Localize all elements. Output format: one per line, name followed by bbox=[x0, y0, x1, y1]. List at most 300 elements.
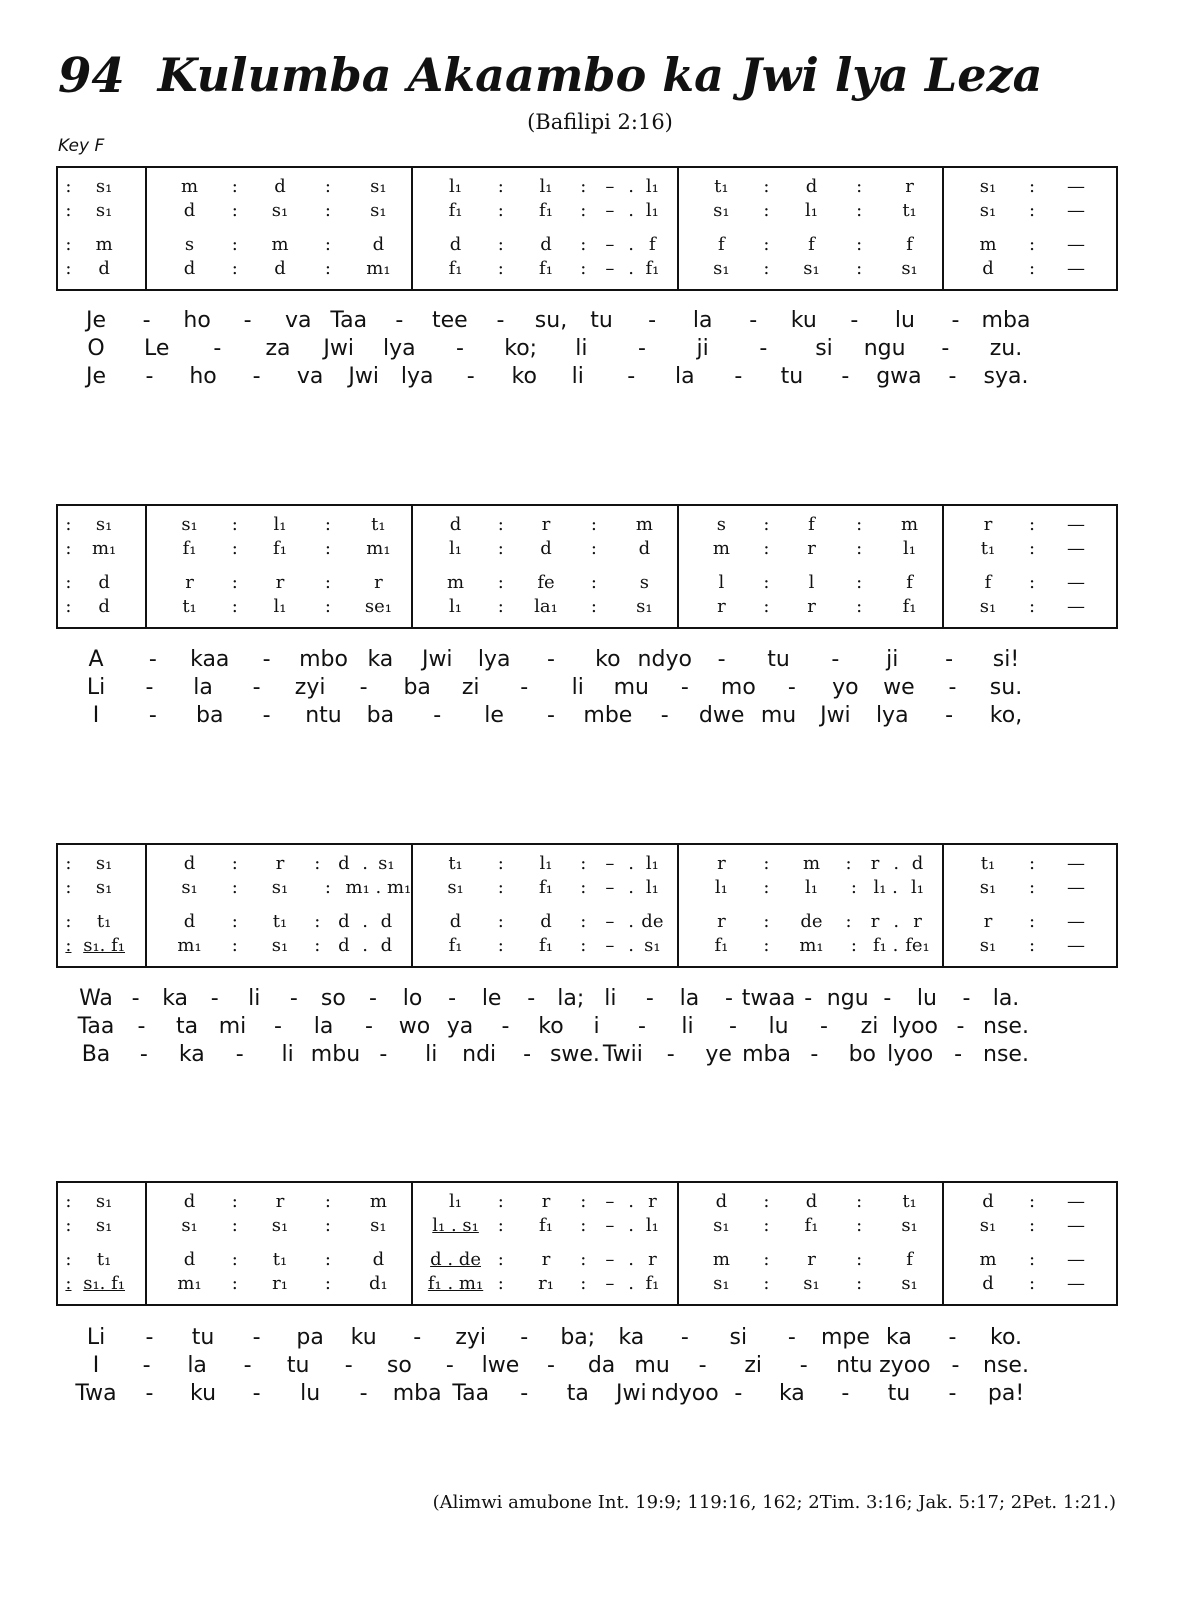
syllable: ko; bbox=[504, 336, 538, 361]
hyphen: - bbox=[274, 1014, 282, 1039]
sol-fa-system-2 bbox=[56, 504, 1118, 629]
syllable: zi bbox=[744, 1353, 763, 1378]
sol-fa-note: d bbox=[638, 538, 651, 559]
sol-fa-note: : bbox=[497, 1191, 504, 1212]
sol-fa-note: : bbox=[1028, 1191, 1036, 1212]
syllable: Twa bbox=[75, 1381, 117, 1406]
sol-fa-note: — bbox=[1067, 234, 1085, 255]
syllable: zi bbox=[461, 675, 480, 700]
hyphen: - bbox=[433, 703, 442, 728]
sol-fa-note: t₁ bbox=[96, 1249, 112, 1270]
sol-fa-note: f₁ . m₁ bbox=[427, 1273, 484, 1294]
sol-fa-note: m₁ bbox=[366, 258, 391, 279]
sol-fa-note: : bbox=[845, 853, 852, 874]
hyphen: - bbox=[810, 1042, 819, 1067]
sol-fa-note: l₁ bbox=[645, 877, 659, 898]
hyphen: - bbox=[145, 1325, 154, 1350]
sol-fa-note: f₁ bbox=[539, 877, 553, 898]
sol-fa-note: s₁ bbox=[901, 258, 918, 279]
sol-fa-note: t₁ bbox=[96, 911, 112, 932]
syllable: zyoo bbox=[879, 1353, 931, 1378]
measure bbox=[145, 506, 413, 627]
sol-fa-note: – bbox=[605, 853, 615, 874]
measure bbox=[677, 168, 944, 289]
sol-fa-note: : bbox=[850, 935, 857, 956]
sol-fa-note: : bbox=[580, 935, 587, 956]
sol-fa-note: s₁ bbox=[271, 877, 289, 898]
sol-fa-note: r bbox=[870, 911, 880, 932]
sol-fa-note: — bbox=[1067, 911, 1085, 932]
lyric-verse-3 bbox=[56, 364, 1118, 392]
sol-fa-note: d₁ bbox=[369, 1273, 388, 1294]
measure bbox=[58, 506, 145, 627]
sol-fa-note: s₁ bbox=[370, 200, 387, 221]
hyphen: - bbox=[725, 986, 734, 1011]
hyphen: - bbox=[717, 647, 726, 672]
sol-fa-note: : bbox=[314, 935, 321, 956]
syllable: Ba bbox=[81, 1042, 111, 1067]
syllable: ka bbox=[618, 1325, 645, 1350]
syllable: mba bbox=[981, 308, 1031, 333]
sol-fa-note: f bbox=[808, 234, 815, 255]
sol-fa-note: — bbox=[1067, 935, 1085, 956]
sol-fa-note: t₁ bbox=[272, 911, 288, 932]
hyphen: - bbox=[841, 1381, 850, 1406]
sol-fa-note: : bbox=[231, 1273, 238, 1294]
syllable: li bbox=[571, 364, 584, 389]
syllable: li bbox=[248, 986, 261, 1011]
syllable: va bbox=[296, 364, 324, 389]
sol-fa-note: : bbox=[1028, 1215, 1036, 1236]
sol-fa-note: f bbox=[906, 234, 913, 255]
syllable: ko, bbox=[989, 703, 1023, 728]
hyphen: - bbox=[729, 1014, 737, 1039]
footer-references: (Alimwi amubone Int. 19:9; 119:16, 162; 2Tim. 3:16; Jak. 5:17; 2Pet. 1:21.) bbox=[432, 1492, 1116, 1513]
sol-fa-note: s₁ bbox=[370, 176, 387, 197]
hyphen: - bbox=[448, 986, 457, 1011]
sol-fa-note: f₁ bbox=[714, 935, 729, 956]
hyphen: - bbox=[787, 1325, 796, 1350]
syllable: li bbox=[425, 1042, 438, 1067]
sol-fa-note: : bbox=[65, 1191, 72, 1212]
sol-fa-note: . bbox=[628, 234, 634, 255]
sol-fa-note: – bbox=[605, 234, 615, 255]
sol-fa-note: : bbox=[324, 877, 331, 898]
sol-fa-note: d bbox=[715, 1191, 728, 1212]
sol-fa-note: d bbox=[540, 234, 552, 255]
sol-fa-note: t₁ bbox=[714, 176, 729, 197]
sol-fa-note: s₁. f₁ bbox=[83, 935, 125, 956]
sol-fa-note: : bbox=[1028, 1273, 1036, 1294]
lyric-verse-3 bbox=[56, 703, 1118, 731]
syllable: pa bbox=[296, 1325, 324, 1350]
sol-fa-note: : bbox=[231, 1215, 238, 1236]
sol-fa-note: s₁ bbox=[271, 1215, 289, 1236]
hyphen: - bbox=[252, 364, 261, 389]
hyphen: - bbox=[142, 1353, 151, 1378]
sol-fa-note: : bbox=[763, 572, 770, 593]
sol-fa-note: : bbox=[231, 596, 238, 617]
sol-fa-note: se₁ bbox=[364, 596, 392, 617]
sol-fa-note: d bbox=[911, 853, 924, 874]
hyphen: - bbox=[799, 1353, 808, 1378]
syllable: zyi bbox=[294, 675, 326, 700]
sol-fa-note: : bbox=[580, 911, 587, 932]
sol-fa-note: f bbox=[906, 1249, 913, 1270]
sol-fa-note: s₁ bbox=[95, 1191, 113, 1212]
sol-fa-note: d bbox=[183, 1249, 196, 1270]
sol-fa-note: . bbox=[628, 1249, 634, 1270]
sol-fa-note: : bbox=[763, 877, 770, 898]
syllable: Taa bbox=[452, 1381, 490, 1406]
sol-fa-note: : bbox=[324, 572, 331, 593]
sol-fa-note: : bbox=[1028, 176, 1036, 197]
sol-fa-note: . bbox=[628, 877, 634, 898]
sol-fa-note: f₁ bbox=[539, 258, 553, 279]
sol-fa-note: d bbox=[338, 911, 350, 932]
syllable: nse. bbox=[983, 1014, 1029, 1039]
sol-fa-note: l₁ bbox=[273, 596, 287, 617]
hyphen: - bbox=[680, 675, 689, 700]
sol-fa-system-4 bbox=[56, 1181, 1118, 1306]
syllable: pa! bbox=[987, 1381, 1025, 1406]
sol-fa-note: . bbox=[628, 911, 634, 932]
syllable: le bbox=[484, 703, 504, 728]
sol-fa-note: l₁ bbox=[449, 1191, 463, 1212]
sol-fa-note: m₁ bbox=[366, 538, 391, 559]
sol-fa-note: — bbox=[1067, 877, 1085, 898]
hyphen: - bbox=[638, 336, 646, 361]
sol-fa-note: : bbox=[856, 1191, 863, 1212]
sol-fa-note: l₁ . bbox=[873, 877, 898, 898]
hyphen: - bbox=[243, 1353, 252, 1378]
sol-fa-note: s₁ bbox=[636, 596, 653, 617]
hyphen: - bbox=[948, 675, 957, 700]
hyphen: - bbox=[145, 364, 154, 389]
hyphen: - bbox=[466, 364, 475, 389]
syllable: lya bbox=[875, 703, 909, 728]
measure bbox=[58, 1183, 145, 1304]
sol-fa-note: m bbox=[95, 234, 113, 255]
measure bbox=[411, 506, 679, 627]
sol-fa-note: m₁ bbox=[799, 935, 824, 956]
hyphen: - bbox=[148, 703, 157, 728]
syllable: li bbox=[604, 986, 617, 1011]
sol-fa-note: r bbox=[185, 572, 194, 593]
sol-fa-note: d bbox=[805, 176, 818, 197]
hyphen: - bbox=[734, 1381, 743, 1406]
lyrics-block-1 bbox=[56, 308, 1118, 398]
syllable: mbe bbox=[583, 703, 633, 728]
sol-fa-note: : bbox=[324, 596, 331, 617]
sol-fa-note: s₁ bbox=[979, 176, 997, 197]
hyphen: - bbox=[213, 336, 222, 361]
lyric-verse-1 bbox=[56, 1325, 1118, 1353]
sol-fa-note: l bbox=[808, 572, 815, 593]
sol-fa-note: r bbox=[717, 596, 726, 617]
sol-fa-note: f₁ bbox=[902, 596, 917, 617]
syllable: mu bbox=[634, 1353, 670, 1378]
hyphen: - bbox=[948, 364, 957, 389]
sol-fa-note: : bbox=[324, 1191, 331, 1212]
hyphen: - bbox=[883, 986, 892, 1011]
sol-fa-note: m₁ bbox=[177, 935, 202, 956]
sol-fa-note: . bbox=[362, 935, 368, 956]
sol-fa-note: : bbox=[497, 935, 504, 956]
sol-fa-note: d bbox=[805, 1191, 818, 1212]
sol-fa-note: . bbox=[893, 911, 900, 932]
sol-fa-note: d bbox=[183, 200, 196, 221]
sol-fa-note: : bbox=[324, 538, 331, 559]
hyphen: - bbox=[547, 703, 555, 728]
sol-fa-note: s₁ bbox=[271, 200, 289, 221]
syllable: ho bbox=[183, 308, 211, 333]
sol-fa-note: s₁ bbox=[901, 1215, 918, 1236]
sol-fa-note: : bbox=[65, 200, 72, 221]
sol-fa-note: l₁ bbox=[911, 877, 924, 898]
syllable: ngu bbox=[826, 986, 869, 1011]
sol-fa-note: r bbox=[717, 911, 726, 932]
sol-fa-note: : bbox=[580, 877, 587, 898]
sol-fa-note: r bbox=[275, 853, 285, 874]
syllable: si bbox=[729, 1325, 748, 1350]
sol-fa-note: : bbox=[1028, 572, 1036, 593]
sol-fa-note: . bbox=[628, 1273, 634, 1294]
sol-fa-note: : bbox=[580, 1191, 587, 1212]
syllable: si! bbox=[992, 647, 1020, 672]
sol-fa-note: : bbox=[231, 234, 238, 255]
sol-fa-note: – bbox=[605, 258, 615, 279]
sol-fa-note: r bbox=[983, 514, 993, 535]
syllable: la bbox=[313, 1014, 334, 1039]
sol-fa-note: s₁ bbox=[271, 935, 289, 956]
sol-fa-note: . bbox=[628, 1215, 634, 1236]
sol-fa-note: r bbox=[648, 1249, 657, 1270]
sol-fa-note: d bbox=[183, 1191, 196, 1212]
sol-fa-note: : bbox=[324, 176, 331, 197]
hyphen: - bbox=[379, 1042, 388, 1067]
sol-fa-note: s bbox=[639, 572, 650, 593]
sol-fa-note: l₁ bbox=[805, 877, 818, 898]
sol-fa-note: : bbox=[497, 596, 504, 617]
hymn-number: 94 bbox=[58, 48, 125, 104]
sol-fa-note: : bbox=[763, 514, 770, 535]
syllable: za bbox=[265, 336, 291, 361]
syllable: tu bbox=[767, 647, 790, 672]
sol-fa-note: l₁ bbox=[645, 853, 659, 874]
sol-fa-note: r bbox=[275, 1191, 285, 1212]
syllable: ku bbox=[350, 1325, 377, 1350]
syllable: Li bbox=[86, 1325, 106, 1350]
syllable: lu bbox=[768, 1014, 789, 1039]
sol-fa-note: m bbox=[712, 538, 730, 559]
measure bbox=[145, 168, 413, 289]
hyphen: - bbox=[142, 308, 151, 333]
syllable: bo bbox=[848, 1042, 877, 1067]
sol-fa-note: . bbox=[362, 853, 368, 874]
sol-fa-note: m bbox=[181, 176, 199, 197]
syllable: tu bbox=[780, 364, 804, 389]
sol-fa-note: t₁ bbox=[980, 538, 996, 559]
syllable: Twii bbox=[602, 1042, 643, 1067]
lyrics-block-2 bbox=[56, 647, 1118, 737]
hyphen: - bbox=[235, 1042, 244, 1067]
sol-fa-note: s₁ bbox=[901, 1273, 918, 1294]
sol-fa-note: d bbox=[274, 176, 286, 197]
sol-fa-note: : bbox=[580, 1273, 587, 1294]
sol-fa-note: : bbox=[497, 200, 504, 221]
sol-fa-note: : bbox=[497, 1273, 504, 1294]
hyphen: - bbox=[698, 1353, 707, 1378]
syllable: Taa bbox=[330, 308, 368, 333]
sol-fa-note: m bbox=[712, 1249, 730, 1270]
sol-fa-note: d bbox=[449, 911, 462, 932]
measure bbox=[942, 845, 1120, 966]
sol-fa-note: : bbox=[65, 538, 72, 559]
syllable: nse. bbox=[983, 1353, 1029, 1378]
sol-fa-note: r bbox=[913, 911, 922, 932]
sol-fa-note: – bbox=[605, 1249, 615, 1270]
sol-fa-note: – bbox=[605, 1191, 615, 1212]
syllable: swe. bbox=[549, 1042, 600, 1067]
sol-fa-note: d bbox=[982, 1191, 994, 1212]
syllable: mbo bbox=[299, 647, 348, 672]
sol-fa-note: : bbox=[590, 514, 597, 535]
syllable: da bbox=[587, 1353, 616, 1378]
sol-fa-note: : bbox=[324, 234, 331, 255]
sol-fa-note: : bbox=[845, 911, 852, 932]
sol-fa-note: d bbox=[540, 538, 552, 559]
syllable: la; bbox=[557, 986, 585, 1011]
hyphen: - bbox=[948, 1325, 957, 1350]
syllable: twaa bbox=[741, 986, 796, 1011]
sol-fa-note: : bbox=[580, 853, 587, 874]
sol-fa-note: s₁ bbox=[181, 877, 198, 898]
sol-fa-note: : bbox=[324, 1249, 331, 1270]
sol-fa-note: s₁ bbox=[979, 596, 997, 617]
sol-fa-note: f₁ bbox=[645, 1273, 660, 1294]
sol-fa-note: : bbox=[580, 258, 587, 279]
measure bbox=[677, 845, 944, 966]
syllable: mba bbox=[392, 1381, 442, 1406]
syllable: tu bbox=[590, 308, 613, 333]
sol-fa-note: s₁ bbox=[370, 1215, 387, 1236]
hyphen: - bbox=[496, 308, 505, 333]
sol-fa-note: : bbox=[1028, 853, 1036, 874]
syllable: lu bbox=[916, 986, 937, 1011]
syllable: wo bbox=[398, 1014, 431, 1039]
sol-fa-note: — bbox=[1067, 538, 1085, 559]
sol-fa-note: : bbox=[65, 853, 72, 874]
syllable: ko bbox=[595, 647, 621, 672]
sol-fa-note: d bbox=[449, 234, 462, 255]
sol-fa-note: t₁ bbox=[980, 853, 996, 874]
sol-fa-note: r bbox=[807, 596, 816, 617]
sol-fa-note: d bbox=[98, 596, 110, 617]
sol-fa-system-3 bbox=[56, 843, 1118, 968]
sol-fa-note: m₁ bbox=[91, 538, 117, 559]
sol-fa-note: l₁ . s₁ bbox=[432, 1215, 479, 1236]
sol-fa-note: s₁ bbox=[979, 200, 997, 221]
syllable: ka bbox=[886, 1325, 912, 1350]
sol-fa-note: : bbox=[856, 234, 863, 255]
hyphen: - bbox=[145, 675, 154, 700]
hyphen: - bbox=[660, 703, 669, 728]
sol-fa-note: r bbox=[541, 514, 551, 535]
syllable: I bbox=[92, 1353, 100, 1378]
sol-fa-note: d bbox=[380, 911, 393, 932]
hyphen: - bbox=[344, 1353, 353, 1378]
syllable: Li bbox=[86, 675, 106, 700]
sol-fa-note: s₁ bbox=[95, 1215, 113, 1236]
syllable: yo bbox=[832, 675, 859, 700]
syllable: ta bbox=[175, 1014, 199, 1039]
sol-fa-note: : bbox=[231, 935, 238, 956]
syllable: kaa bbox=[190, 647, 230, 672]
hyphen: - bbox=[501, 1014, 510, 1039]
hyphen: - bbox=[520, 1325, 529, 1350]
sol-fa-note: r bbox=[541, 1249, 551, 1270]
sol-fa-note: l₁ bbox=[645, 200, 659, 221]
syllable: ntu bbox=[836, 1353, 873, 1378]
syllable: ko bbox=[511, 364, 537, 389]
hyphen: - bbox=[145, 1381, 154, 1406]
syllable: ndi bbox=[462, 1042, 497, 1067]
sol-fa-note: r bbox=[983, 911, 993, 932]
sol-fa-note: s₁ bbox=[95, 853, 113, 874]
sol-fa-note: s₁ bbox=[713, 1215, 730, 1236]
sol-fa-note: d bbox=[183, 258, 196, 279]
syllable: ji bbox=[886, 647, 899, 672]
sol-fa-note: t₁ bbox=[371, 514, 386, 535]
key-signature: Key F bbox=[58, 136, 105, 156]
hyphen: - bbox=[395, 308, 404, 333]
sol-fa-note: : bbox=[580, 176, 587, 197]
syllable: mu bbox=[760, 703, 797, 728]
sol-fa-note: – bbox=[605, 200, 615, 221]
sol-fa-note: r bbox=[807, 538, 816, 559]
hyphen: - bbox=[787, 675, 796, 700]
lyric-verse-1 bbox=[56, 647, 1118, 675]
hymn-title: Kulumba Akaambo ka Jwi lya Leza bbox=[157, 48, 1043, 102]
syllable: lu bbox=[894, 308, 915, 333]
syllable: tee bbox=[432, 308, 468, 333]
sol-fa-note: : bbox=[231, 514, 238, 535]
syllable: lyoo bbox=[887, 1042, 934, 1067]
syllable: Le bbox=[143, 336, 170, 361]
sol-fa-note: d bbox=[338, 935, 350, 956]
sol-fa-note: : bbox=[856, 1273, 863, 1294]
syllable: ndyoo bbox=[650, 1381, 719, 1406]
sol-fa-note: l bbox=[718, 572, 725, 593]
sol-fa-note: s₁ bbox=[181, 514, 198, 535]
syllable: ka bbox=[162, 986, 189, 1011]
sol-fa-note: — bbox=[1067, 572, 1085, 593]
sol-fa-note: : bbox=[65, 935, 72, 956]
syllable: li bbox=[575, 336, 588, 361]
sol-fa-note: r₁ bbox=[538, 1273, 554, 1294]
sol-fa-note: s₁ bbox=[979, 1215, 997, 1236]
syllable: lo bbox=[402, 986, 423, 1011]
syllable: li bbox=[571, 675, 584, 700]
hyphen: - bbox=[547, 647, 555, 672]
sol-fa-note: r bbox=[717, 853, 726, 874]
sol-fa-note: m bbox=[901, 514, 919, 535]
sol-fa-note: : bbox=[580, 200, 587, 221]
sol-fa-note: l₁ bbox=[805, 200, 818, 221]
sol-fa-note: — bbox=[1067, 1215, 1085, 1236]
syllable: ya bbox=[446, 1014, 474, 1039]
